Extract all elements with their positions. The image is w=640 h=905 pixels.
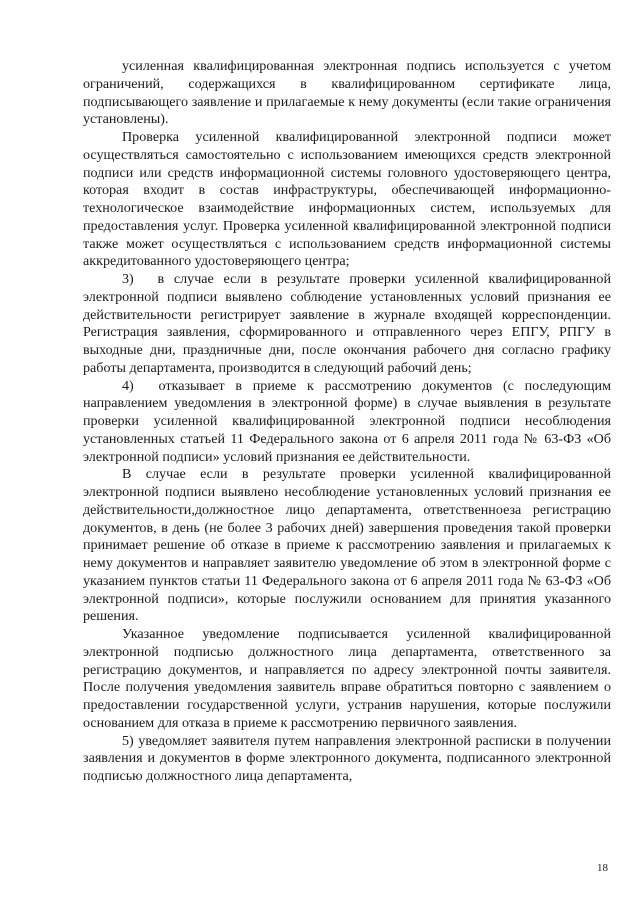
page-number: 18: [597, 862, 608, 874]
paragraph-refusal-case: В случае если в результате проверки усиленной квалифицированной электронной подписи выявлено несоблюдение установленных условий признания ее действительности,должностное лицо департамента, ответственноеза регистрацию документов, в день (не более 3 рабочих дней) завершения проведения такой проверки принимает решение об отказе в приеме к рассмотрению заявления и прилагаемых к нему документов и направляет заявителю уведомление об этом в электронной форме с указанием пунктов статьи 11 Федерального закона от 6 апреля 2011 года № 63-ФЗ «Об электронной подписи», которые послужили основанием для принятия указанного решения.: [83, 466, 611, 625]
paragraph-item-3: 3) в случае если в результате проверки усиленной квалифицированной электронной подписи выявлено соблюдение установленных условий признания ее действительности регистрирует заявление в журнале входящей корреспонденции. Регистрация заявления, сформированного и отправленного через ЕПГУ, РПГУ в выходные дни, праздничные дни, после окончания рабочего дня согласно графику работы департамента, производится в следующий рабочий день;: [83, 271, 611, 376]
paragraph-notification: Указанное уведомление подписывается усиленной квалифицированной электронной подписью должностного лица департамента, ответственного за регистрацию документов, и направляется по адресу электронной почты заявителя. После получения уведомления заявитель вправе обратиться повторно с заявлением о предоставлении государственной услуги, устранив нарушения, которые послужили основанием для отказа в приеме к рассмотрению первичного заявления.: [83, 626, 611, 731]
paragraph-item-5: 5) уведомляет заявителя путем направления электронной расписки в получении заявления и документов в форме электронного документа, подписанного электронной подписью должностного лица департамента,: [83, 732, 611, 784]
paragraph-item-4: 4) отказывает в приеме к рассмотрению документов (с последующим направлением уведомления в электронной форме) в случае выявления в результате проверки усиленной квалифицированной электронной подписи несоблюдения установленных статьей 11 Федерального закона от 6 апреля 2011 года № 63-ФЗ «Об электронной подписи» условий признания ее действительности.: [83, 377, 611, 465]
document-body: [83, 58, 611, 786]
paragraph-signature-usage: усиленная квалифицированная электронная подпись используется с учетом ограничений, содержащихся в квалифицированном сертификате лица, подписывающего заявление и прилагаемые к нему документы (если такие ограничения установлены).: [83, 58, 611, 128]
paragraph-signature-verification: Проверка усиленной квалифицированной электронной подписи может осуществляться самостоятельно с использованием имеющихся средств электронной подписи или средств информационной системы головного удостоверяющего центра, которая входит в состав инфраструктуры, обеспечивающей информационно-технологическое взаимодействие информационных систем, используемых для предоставления услуг. Проверка усиленной квалифицированной электронной подписи также может осуществляться с использованием средств информационной системы аккредитованного удостоверяющего центра;: [83, 129, 611, 270]
